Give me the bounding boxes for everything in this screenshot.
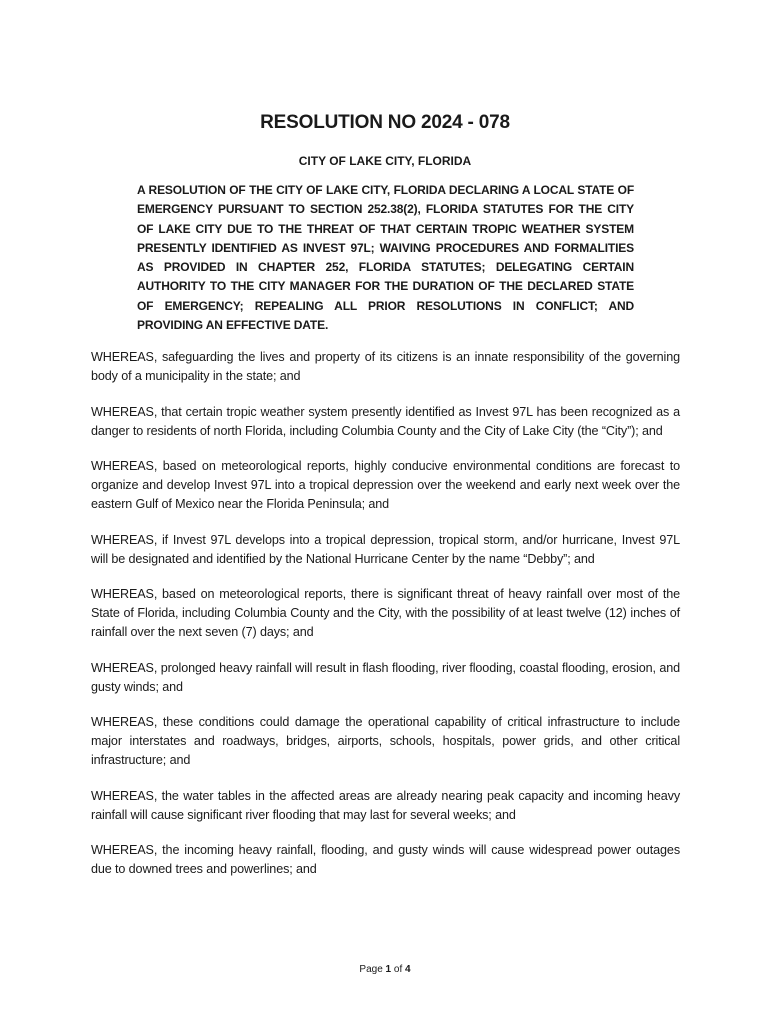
- whereas-paragraph: WHEREAS, based on meteorological reports, highly conducive environmental conditions are forecast to organize and develop Invest 97L into a tropical depression over the weekend and early next week over the eastern Gulf of Mexico near the Florida Peninsula; and: [91, 459, 680, 511]
- resolution-preamble: A RESOLUTION OF THE CITY OF LAKE CITY, FLORIDA DECLARING A LOCAL STATE OF EMERGENCY PURSUANT TO SECTION 252.38(2), FLORIDA STATUTES FOR THE CITY OF LAKE CITY DUE TO THE THREAT OF THAT CERTAIN TROPIC WEATHER SYSTEM PRESENTLY IDENTIFIED AS INVEST 97L; WAIVING PROCEDURES AND FORMALITIES AS PROVIDED IN CHAPTER 252, FLORIDA STATUTES; DELEGATING CERTAIN AUTHORITY TO THE CITY MANAGER FOR THE DURATION OF THE DECLARED STATE OF EMERGENCY; REPEALING ALL PRIOR RESOLUTIONS IN CONFLICT; AND PROVIDING AN EFFECTIVE DATE.: [137, 183, 634, 333]
- resolution-title: RESOLUTION NO 2024 - 078: [260, 112, 510, 133]
- whereas-paragraph: WHEREAS, that certain tropic weather system presently identified as Invest 97L has been recognized as a danger to residents of north Florida, including Columbia County and the City of Lake City (the “City”); and: [91, 404, 680, 438]
- whereas-paragraph: WHEREAS, safeguarding the lives and property of its citizens is an innate responsibility of the governing body of a municipality in the state; and: [91, 350, 680, 383]
- page-of: of: [393, 964, 403, 975]
- whereas-paragraph: WHEREAS, based on meteorological reports, there is significant threat of heavy rainfall over most of the State of Florida, including Columbia County and the City, with the possibility of at least twelve (12) inches of rainfall over the next seven (7) days; and: [91, 587, 680, 639]
- city-heading: CITY OF LAKE CITY, FLORIDA: [298, 154, 472, 168]
- whereas-clauses: [91, 348, 680, 896]
- page-label: Page: [359, 964, 383, 975]
- whereas-paragraph: WHEREAS, these conditions could damage the operational capability of critical infrastructure to include major interstates and roadways, bridges, airports, schools, hospitals, power grids, and other critical infrastructure; and: [91, 715, 680, 767]
- whereas-paragraph: WHEREAS, the incoming heavy rainfall, flooding, and gusty winds will cause widespread power outages due to downed trees and powerlines; and: [91, 843, 680, 876]
- page-total: 4: [405, 964, 411, 975]
- page-current: 1: [385, 964, 392, 975]
- whereas-paragraph: WHEREAS, if Invest 97L develops into a tropical depression, tropical storm, and/or hurricane, Invest 97L will be designated and identified by the National Hurricane Center by the name “Debby”; and: [91, 532, 680, 566]
- page-number: [0, 964, 770, 975]
- whereas-paragraph: WHEREAS, the water tables in the affected areas are already nearing peak capacity and incoming heavy rainfall will cause significant river flooding that may last for several weeks; and: [91, 788, 680, 822]
- whereas-paragraph: WHEREAS, prolonged heavy rainfall will result in flash flooding, river flooding, coastal flooding, erosion, and gusty winds; and: [91, 660, 680, 694]
